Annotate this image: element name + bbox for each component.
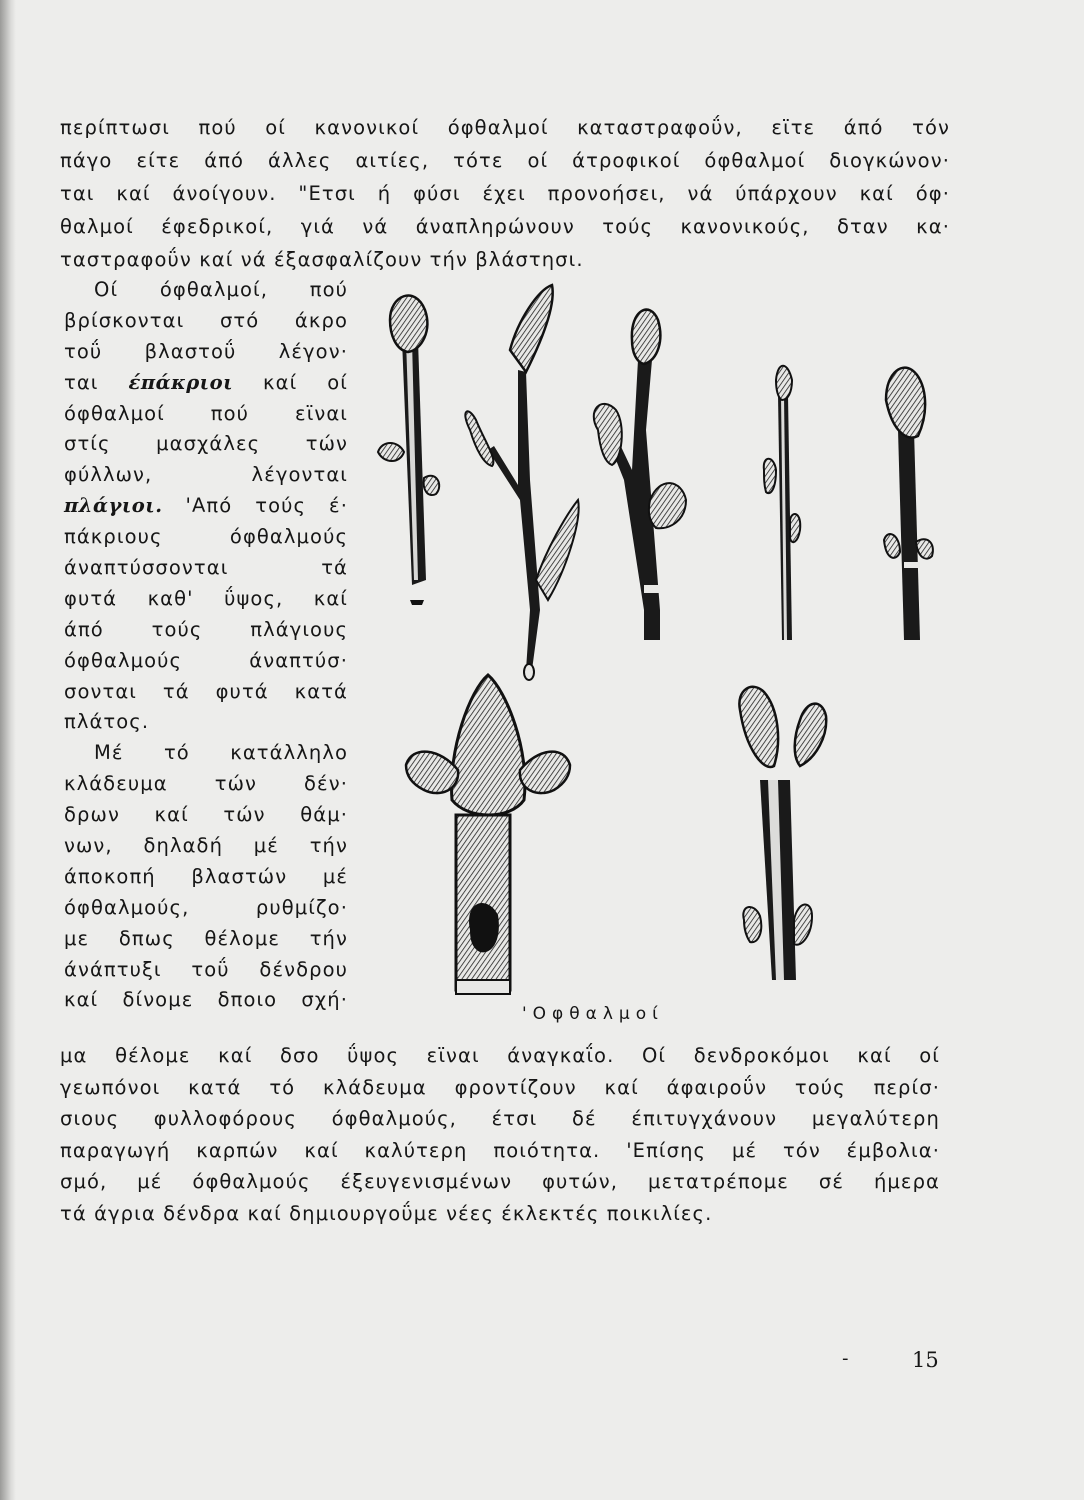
text-line: μα θέλομε καί δσο ΰψος εϊναι άναγκαΐο. Οί δενδροκόμοι καί οί bbox=[60, 1044, 940, 1067]
text-line: Οί όφθαλμοί, πού bbox=[94, 278, 348, 301]
text-line: Μέ τό κατάλληλο bbox=[94, 741, 348, 765]
text-line: φυτά καθ' ΰψος, καί bbox=[64, 586, 348, 610]
figure-caption: 'Οφθαλμοί bbox=[522, 1004, 664, 1024]
page-edge-shadow bbox=[0, 0, 16, 1500]
text-fragment: 'Από τούς έ· bbox=[185, 494, 348, 518]
buds-drawing bbox=[360, 280, 960, 1040]
twig-1 bbox=[378, 296, 439, 605]
text-line: άναπτύσσονται τά bbox=[64, 556, 348, 580]
text-line: περίπτωσι πού οί κανονικοί όφθαλμοί καταστραφοΰν, εϊτε άπό τόν bbox=[60, 116, 950, 139]
text-line: σμό, μέ όφθαλμούς έξευγενισμένων φυτών, μετατρέπομε σέ ήμερα bbox=[60, 1170, 940, 1193]
text-line: δρων καί τών θάμ· bbox=[64, 803, 348, 827]
buds-illustration bbox=[360, 280, 960, 1040]
large-bud-shoot bbox=[406, 675, 570, 994]
text-line: με δπως θέλομε τήν bbox=[64, 926, 348, 950]
terminal-bud bbox=[510, 285, 553, 372]
text-line: νων, δηλαδή μέ τήν bbox=[64, 834, 348, 858]
twig-4 bbox=[764, 366, 800, 640]
text-line: παραγωγή καρπών καί καλύτερη ποιότητα. 'Επίσης μέ τόν έμβολια· bbox=[60, 1138, 940, 1162]
terminal-bud bbox=[390, 296, 427, 352]
text-line: άπό τούς πλάγιους bbox=[64, 617, 348, 641]
text-fragment: καί οί bbox=[263, 370, 348, 394]
text-line: πλάτος. bbox=[64, 710, 150, 734]
text-line: θαλμοί έφεδρικοί, γιά νά άναπληρώνουν τούς κανονικούς, δταν κα· bbox=[60, 215, 950, 238]
narrow-column-text bbox=[64, 275, 348, 1016]
terminal-bud bbox=[452, 675, 525, 815]
text-line: άνάπτυξι τοΰ δένδρου bbox=[64, 957, 348, 981]
text-line: στίς μασχάλες τών bbox=[64, 432, 348, 456]
text-line: σιους φυλλοφόρους όφθαλμούς, έτσι δέ έπιτυγχάνουν μεγαλύτερη bbox=[60, 1107, 940, 1130]
twig-6 bbox=[739, 687, 826, 980]
text-line: τά άγρια δένδρα καί δημιουργοΰμε νέες έκλεκτές ποικιλίες. bbox=[60, 1201, 713, 1225]
text-line: πάγο είτε άπό άλλες αιτίες, τότε οί άτροφικοί όφθαλμοί διογκώνον· bbox=[60, 149, 950, 172]
text-line: όφθαλμούς, ρυθμίζο· bbox=[64, 895, 348, 919]
twig-3 bbox=[594, 310, 686, 640]
text-line: όφθαλμούς άναπτύσ· bbox=[64, 648, 348, 672]
text-line: φύλλων, λέγονται bbox=[64, 463, 348, 487]
text-line: άποκοπή βλαστών μέ bbox=[64, 864, 348, 888]
text-line: ται καί άνοίγουν. "Ετσι ή φύσι έχει προνοήσει, νά ύπάρχουν καί όφ· bbox=[60, 182, 950, 205]
terminal-bud bbox=[739, 687, 778, 767]
text-line: κλάδευμα τών δέν· bbox=[64, 772, 348, 796]
text-line: καί δίνομε δποιο σχή· bbox=[64, 988, 348, 1012]
page-number: 15 bbox=[912, 1348, 939, 1372]
text-line: τοΰ βλαστοΰ λέγον· bbox=[64, 339, 348, 363]
twig-2 bbox=[465, 285, 578, 680]
twig-5 bbox=[884, 368, 933, 640]
text-line bbox=[64, 368, 348, 399]
term-lateral: πλάγιοι. bbox=[64, 494, 163, 518]
terminal-bud bbox=[632, 310, 660, 364]
page-dash: - bbox=[842, 1348, 849, 1369]
terminal-bud bbox=[886, 368, 925, 438]
text-line: βρίσκονται στό άκρο bbox=[64, 308, 348, 332]
text-line: σονται τά φυτά κατά bbox=[64, 679, 348, 703]
text-line: πάκριους όφθαλμούς bbox=[64, 525, 348, 549]
text-fragment: ται bbox=[64, 370, 99, 394]
bottom-paragraph bbox=[60, 1040, 940, 1229]
text-line bbox=[64, 491, 348, 522]
term-apical: έπάκριοι bbox=[128, 370, 234, 394]
text-line: όφθαλμοί πού εϊναι bbox=[64, 401, 348, 425]
text-line: γεωπόνοι κατά τό κλάδευμα φροντίζουν καί άφαιροΰν τούς περίσ· bbox=[60, 1075, 940, 1099]
text-line: ταστραφοΰν καί νά έξασφαλίζουν τήν βλάστησι. bbox=[60, 248, 584, 271]
